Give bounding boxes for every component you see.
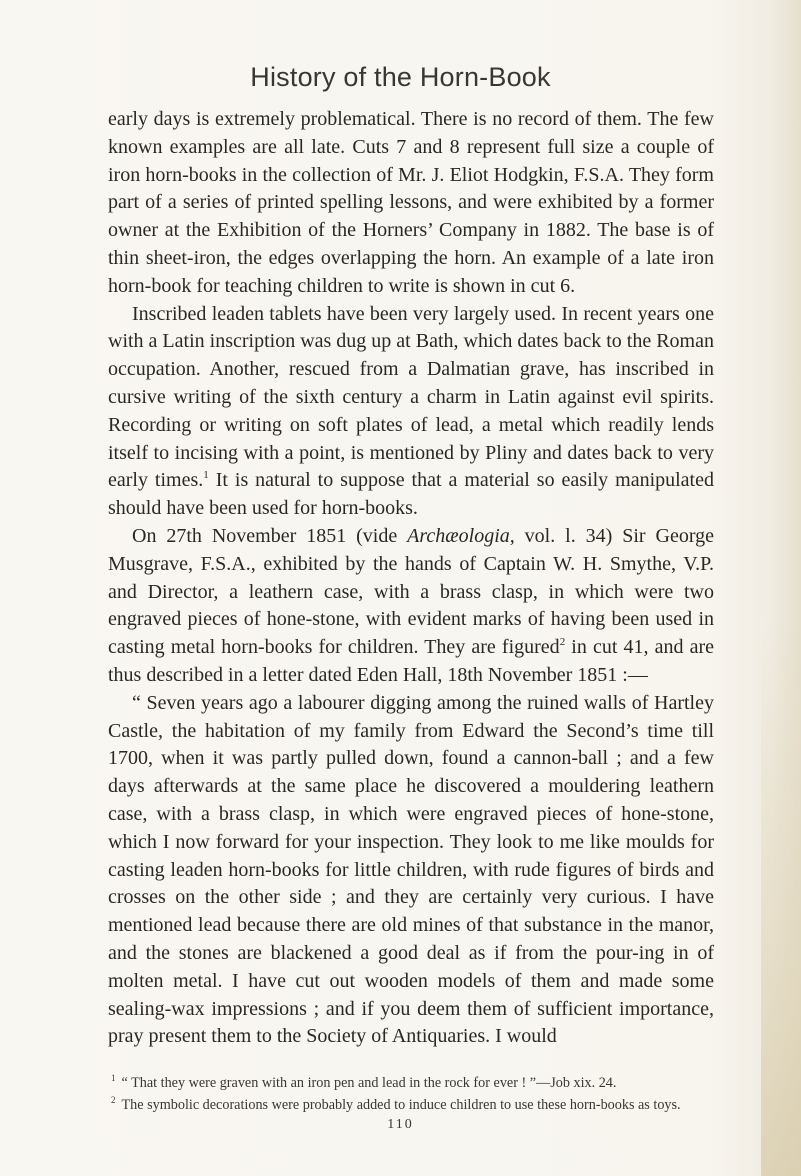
footnotes	[108, 1072, 714, 1116]
running-head: History of the Horn-Book	[250, 62, 551, 92]
paragraph-text: On 27th November 1851 (vide	[132, 524, 408, 547]
paragraph-4-letter	[108, 690, 714, 1051]
paragraph-3	[108, 523, 714, 690]
footnote-mark: 2	[111, 1095, 116, 1105]
paragraph-text: Inscribed leaden tablets have been very largely used. In recent years one with a Latin inscription was dug up at Bath, which dates back to the Roman occupation. Another, rescued from a Dalmatian grave, has inscribed in cursive writing of the sixth century a charm in Latin against evil spirits. Recording or writing on soft plates of lead, a metal which readily lends itself to incising with a point, is mentioned by Pliny and dates back to very early times.	[108, 302, 714, 492]
footnote-ref-2: 2	[559, 636, 566, 649]
paragraph-1	[108, 106, 714, 301]
journal-title: Archæologia,	[407, 524, 515, 547]
paragraph-text: It is natural to suppose that a material so easily manipulated should have been used for horn-books.	[108, 469, 714, 520]
footnote-text: “ That they were graven with an iron pen and lead in the rock for ever ! ”—Job xix. 24.	[121, 1075, 617, 1091]
paragraph-text: vol. l. 34) Sir George Musgrave, F.S.A., exhibited by the hands of Captain W. H. Smythe, V.P. and Director, a leathern case, with a brass clasp, in which were two engraved pieces of hone-stone, with evident marks of having been used in casting metal horn-books for children. They are figured	[108, 524, 715, 659]
footnote-text: The symbolic decorations were probably added to induce children to use these horn-books as toys.	[121, 1097, 681, 1113]
footnote-mark: 1	[111, 1073, 116, 1083]
paragraph-2	[108, 301, 714, 523]
footnote-1	[108, 1072, 714, 1094]
page-number: 110	[387, 1117, 414, 1132]
footnote-ref-1: 1	[203, 469, 209, 482]
paragraph-text: “ Seven years ago a labourer digging among the ruined walls of Hartley Castle, the habitation of my family from Edward the Second’s time till 1700, when it was partly pulled down, found a cannon-ball ; and a few days afterwards at the same place he discovered a mouldering leathern case, with a brass clasp, in which were engraved pieces of hone-stone, which I now forward for your inspection. They look to me like moulds for casting leaden horn-books for little children, with rude figures of birds and crosses on the other side ; and they are certainly very curious. I have mentioned lead because there are old mines of that substance in the manor, and the stones are blackened a good deal as if from the pour-ing in of molten metal. I have cut out wooden models of them and made some sealing-wax impressions ; and if you deem them of sufficient importance, pray present them to the Society of Antiquaries. I would	[108, 691, 714, 1048]
paragraph-text: in cut 41, and are thus described in a letter dated Eden Hall, 18th November 1851 :—	[108, 636, 715, 686]
page-edge-stain	[761, 616, 801, 1176]
body-text	[108, 106, 714, 1051]
paragraph-text: early days is extremely problematical. There is no record of them. The few known examples are all late. Cuts 7 and 8 represent full size a couple of iron horn-books in the collection of Mr. J. Eliot Hodgkin, F.S.A. They form part of a series of printed spelling lessons, and were exhibited by a former owner at the Exhibition of the Horners’ Company in 1882. The base is of thin sheet-iron, the edges overlapping the horn. An example of a late iron horn-book for teaching children to write is shown in cut 6.	[108, 108, 714, 297]
footnote-2	[108, 1094, 714, 1116]
